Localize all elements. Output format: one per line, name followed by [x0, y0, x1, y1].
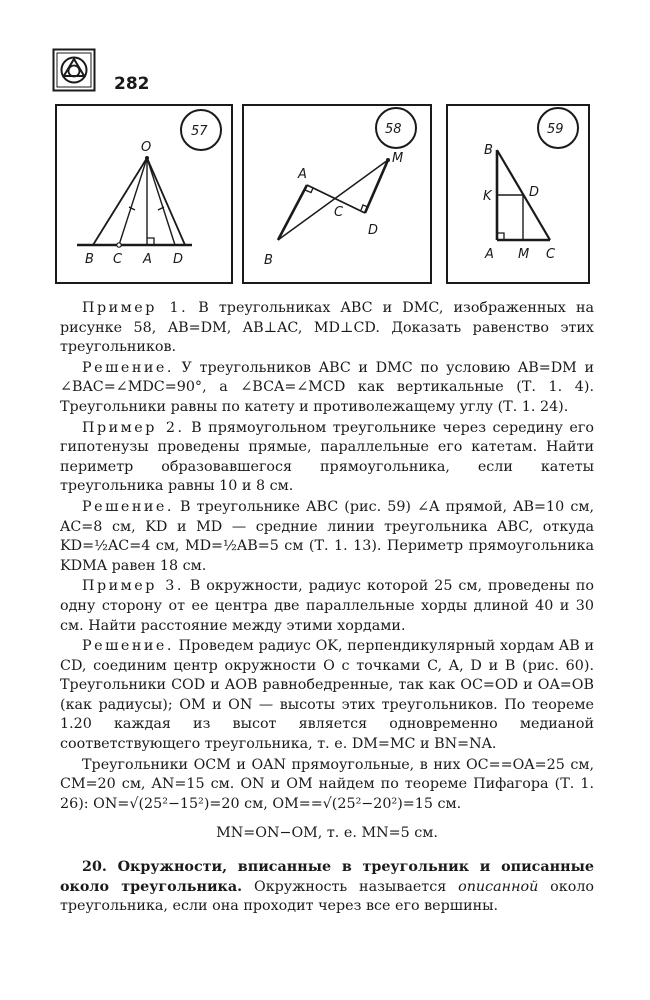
label-D: D: [529, 185, 540, 200]
figure-59: [446, 104, 590, 284]
label-C: C: [334, 205, 344, 220]
label-M: M: [392, 151, 404, 166]
label-A: A: [485, 247, 494, 262]
figure-58: [242, 104, 432, 284]
section-logo-icon: [52, 48, 96, 92]
label-D: D: [368, 223, 379, 238]
label-B: B: [484, 143, 493, 158]
example-3: Пример 3. В окружности, радиус которой 25 см, проведены по одну сторону от ее центра две параллельные хорды длиной 40 и 30 см. Найти расстояние между этими хордами.: [60, 578, 594, 634]
page-number: 282: [114, 74, 150, 94]
figure-57: [55, 104, 233, 284]
example-1: Пример 1. В треугольниках ABC и DMC, изображенных на рисунке 58, AB=DM, AB⊥AC, MD⊥CD. Доказать равенство этих треугольников.: [60, 300, 594, 356]
result-formula: MN=ON−OM, т. е. MN=5 см.: [216, 825, 438, 842]
figure-number: 59: [547, 122, 564, 137]
solution-1: Решение. У треугольников ABC и DMC по условию AB=DM и ∠BAC=∠MDC=90°, а ∠BCA=∠MCD как вертикальные (Т. 1. 4). Треугольники равны по катету и противолежащему углу (Т. 1. 24).: [60, 359, 594, 415]
solution-3-continued: Треугольники OCM и OAN прямоугольные, в них OC==OA=25 см, CM=20 см, AN=15 см. ON и OM найдем по теореме Пифагора (Т. 1. 26): ON=√(25²−15²)=20 см, OM==√(25²−20²)=15 см.: [60, 756, 594, 812]
section-20: 20. Окружности, вписанные в треугольник и описанные около треугольника. Окружность называется описанной около треугольника, если она проходит через все его вершины.: [60, 859, 595, 915]
example-2: Пример 2. В прямоугольном треугольнике через середину его гипотенузы проведены прямые, параллельные его катетам. Найти периметр образовавшегося прямоугольника, если катеты треугольника равны 10 и 8 см.: [60, 419, 594, 495]
label-O: O: [141, 140, 152, 155]
label-C: C: [113, 252, 123, 267]
figure-number: 57: [191, 124, 208, 139]
label-D: D: [173, 252, 184, 267]
text-body: [60, 299, 594, 918]
label-A: A: [143, 252, 152, 267]
label-M: M: [518, 247, 530, 262]
figure-number: 58: [385, 122, 402, 137]
label-B: B: [85, 252, 94, 267]
label-B: B: [264, 253, 273, 268]
label-A: A: [298, 167, 307, 182]
label-C: C: [546, 247, 556, 262]
section-title: 20. Окружности, вписанные в треугольник и описанные около треугольника.: [60, 859, 594, 895]
solution-2: Решение. В треугольнике ABC (рис. 59) ∠A прямой, AB=10 см, AC=8 см, KD и MD — средние линии треугольника ABC, откуда KD=½AC=4 см, MD=½AB=5 см (Т. 1. 13). Периметр прямоугольника KDMA равен 18 см.: [60, 498, 594, 574]
label-K: K: [483, 189, 492, 204]
solution-3: Решение. Проведем радиус OK, перпендикулярный хордам AB и CD, соединим центр окружности O с точками C, A, D и B (рис. 60). Треугольники COD и AOB равнобедренные, так как OC=OD и OA=OB (как радиусы); OM и ON — высоты этих треугольников. По теореме 1.20 каждая из высот является одновременно медианой соответствующего треугольника, т. е. DM=MC и BN=NA.: [60, 638, 594, 753]
